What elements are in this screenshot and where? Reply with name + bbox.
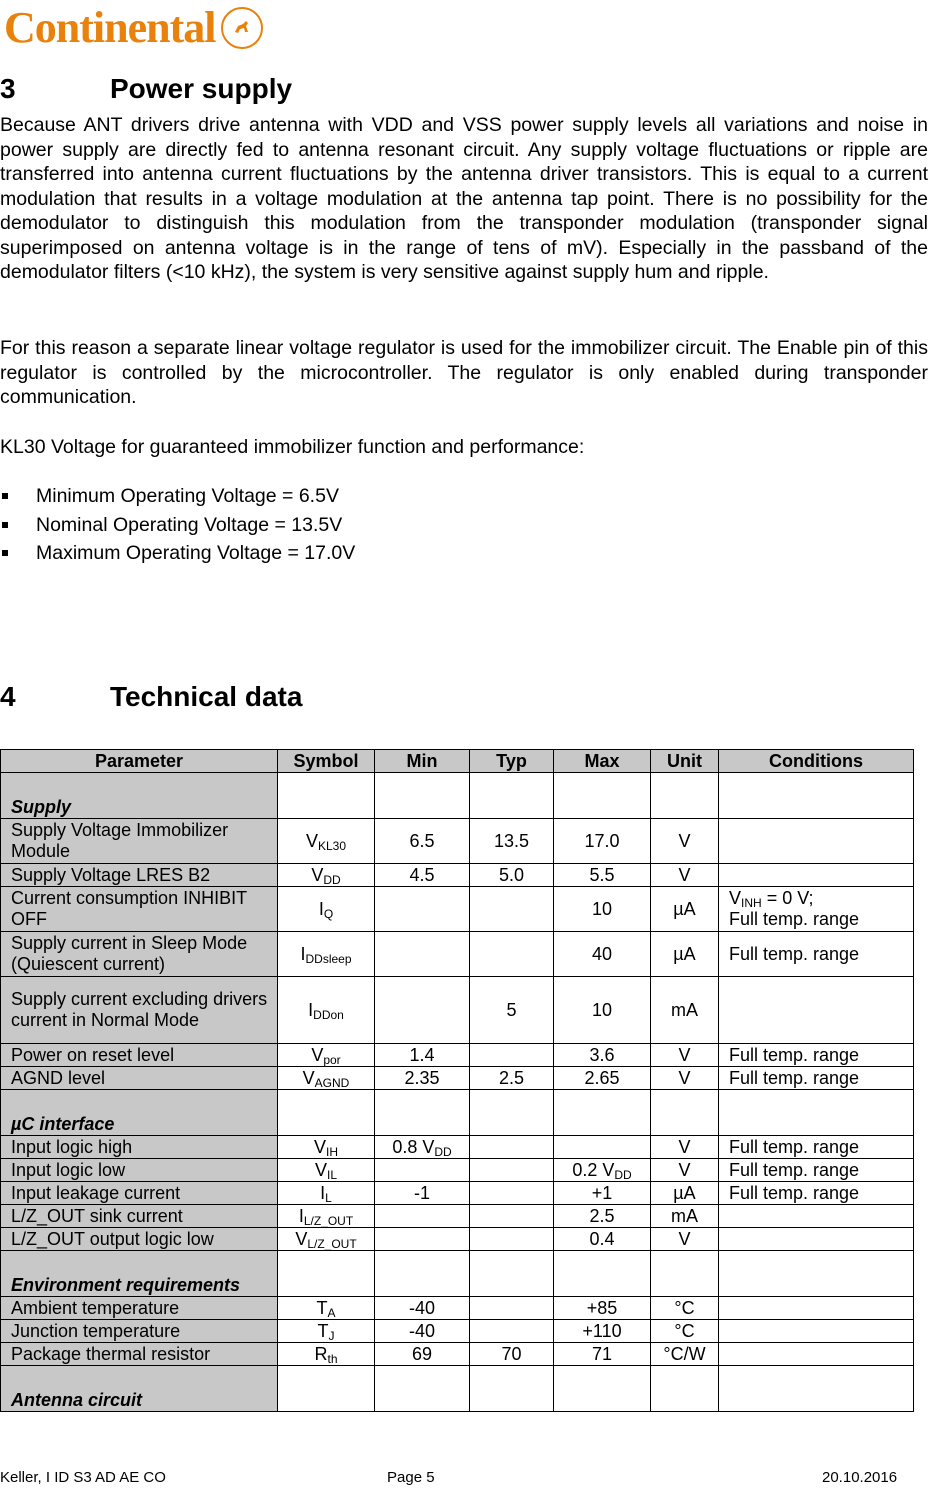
max-cell: +85 xyxy=(554,1297,651,1320)
min-cell: 4.5 xyxy=(375,864,470,887)
table-row xyxy=(1,864,914,887)
conditions-cell: Full temp. range xyxy=(719,932,914,977)
conditions-cell xyxy=(719,977,914,1044)
table-row xyxy=(1,977,914,1044)
parameter-cell: Supply current in Sleep Mode (Quiescent current) xyxy=(1,932,278,977)
bullet-square-icon xyxy=(2,493,8,499)
unit-cell: µA xyxy=(651,1182,719,1205)
unit-cell: °C/W xyxy=(651,1343,719,1366)
unit-cell: V xyxy=(651,1044,719,1067)
min-cell xyxy=(375,932,470,977)
conditions-cell xyxy=(719,1228,914,1251)
continental-logo xyxy=(4,2,263,54)
max-cell: 10 xyxy=(554,887,651,932)
symbol-cell: $V_{por}$ xyxy=(278,1044,375,1067)
list-item: Minimum Operating Voltage = 6.5V xyxy=(0,484,355,513)
symbol-cell: $V_{L/Z\_OUT}$ xyxy=(278,1228,375,1251)
column-header: Conditions xyxy=(719,750,914,773)
parameter-cell: Antenna circuit xyxy=(1,1366,278,1412)
parameter-cell: Power on reset level xyxy=(1,1044,278,1067)
typ-cell xyxy=(470,1136,554,1159)
typ-cell xyxy=(470,887,554,932)
table-row xyxy=(1,1182,914,1205)
unit-cell: °C xyxy=(651,1320,719,1343)
typ-cell: 2.5 xyxy=(470,1067,554,1090)
empty-cell xyxy=(375,1251,470,1297)
parameter-cell: L/Z_OUT output logic low xyxy=(1,1228,278,1251)
empty-cell xyxy=(719,1251,914,1297)
max-cell xyxy=(554,1136,651,1159)
empty-cell xyxy=(278,773,375,819)
empty-cell xyxy=(278,1366,375,1412)
power-supply-paragraph-1: Because ANT drivers drive antenna with VDD and VSS power supply levels all variations and noise in power supply are directly fed to antenna resonant circuit. Any supply voltage fluctuations or ripple are transferred into antenna current fluctuations by the antenna driver transistors. This is equal to a current modulation that results in a voltage modulation at the antenna tap point. There is no possibility for the demodulator to distinguish this modulation from the transponder modulation (transponder signal superimposed on antenna voltage is in the range of tens of mV). Especially in the passband of the demodulator filters (<10 kHz), the system is very sensitive against supply hum and ripple. xyxy=(0,114,928,283)
max-cell: +110 xyxy=(554,1320,651,1343)
unit-cell: µA xyxy=(651,932,719,977)
table-row xyxy=(1,887,914,932)
empty-cell xyxy=(719,1366,914,1412)
footer-page-number: Page 5 xyxy=(387,1469,435,1486)
parameter-cell: Ambient temperature xyxy=(1,1297,278,1320)
typ-cell xyxy=(470,932,554,977)
table-row xyxy=(1,1320,914,1343)
min-cell xyxy=(375,1159,470,1182)
table-row xyxy=(1,1044,914,1067)
empty-cell xyxy=(719,773,914,819)
conditions-cell: Full temp. range xyxy=(719,1159,914,1182)
unit-cell: V xyxy=(651,1067,719,1090)
min-cell xyxy=(375,977,470,1044)
parameter-cell: Input logic low xyxy=(1,1159,278,1182)
typ-cell: 5 xyxy=(470,977,554,1044)
unit-cell: µA xyxy=(651,887,719,932)
min-cell: 1.4 xyxy=(375,1044,470,1067)
column-header: Typ xyxy=(470,750,554,773)
min-cell: -40 xyxy=(375,1320,470,1343)
kl30-intro-paragraph: KL30 Voltage for guaranteed immobilizer function and performance: xyxy=(0,436,585,458)
empty-cell xyxy=(651,1251,719,1297)
parameter-cell: Junction temperature xyxy=(1,1320,278,1343)
column-header: Parameter xyxy=(1,750,278,773)
conditions-cell: $V_{INH} = 0$ V; Full temp. range xyxy=(719,887,914,932)
section-title: Technical data xyxy=(110,681,303,712)
power-supply-paragraph-2: For this reason a separate linear voltage regulator is used for the immobilizer circuit. The Enable pin of this regulator is controlled by the microcontroller. The regulator is only enabled during transponder communication. xyxy=(0,337,928,408)
symbol-cell: $I_{L/Z\_OUT}$ xyxy=(278,1205,375,1228)
parameter-cell: Current consumption INHIBIT OFF xyxy=(1,887,278,932)
unit-cell: V xyxy=(651,819,719,864)
max-cell: 17.0 xyxy=(554,819,651,864)
min-cell: 2.35 xyxy=(375,1067,470,1090)
empty-cell xyxy=(375,1366,470,1412)
conditions-cell xyxy=(719,819,914,864)
max-cell: 0.2 $V_{DD}$ xyxy=(554,1159,651,1182)
empty-cell xyxy=(278,1090,375,1136)
min-cell: 6.5 xyxy=(375,819,470,864)
footer-date: 20.10.2016 xyxy=(822,1469,898,1486)
unit-cell: V xyxy=(651,864,719,887)
parameter-cell: Input logic high xyxy=(1,1136,278,1159)
table-row xyxy=(1,1136,914,1159)
bullet-square-icon xyxy=(2,522,8,528)
conditions-cell: Full temp. range xyxy=(719,1136,914,1159)
symbol-cell: $V_{IH}$ xyxy=(278,1136,375,1159)
column-header: Symbol xyxy=(278,750,375,773)
table-row xyxy=(1,1297,914,1320)
parameter-cell: Supply xyxy=(1,773,278,819)
max-cell: 2.65 xyxy=(554,1067,651,1090)
min-cell xyxy=(375,1205,470,1228)
max-cell: 71 xyxy=(554,1343,651,1366)
section-4-heading xyxy=(0,681,302,713)
empty-cell xyxy=(719,1090,914,1136)
max-cell: 5.5 xyxy=(554,864,651,887)
parameter-cell: Package thermal resistor xyxy=(1,1343,278,1366)
voltage-bullet-list xyxy=(0,484,355,570)
parameter-cell: Environment requirements xyxy=(1,1251,278,1297)
symbol-cell: $I_{DDsleep}$ xyxy=(278,932,375,977)
empty-cell xyxy=(554,1090,651,1136)
horse-emblem-icon xyxy=(221,7,263,49)
typ-cell xyxy=(470,1159,554,1182)
table-row xyxy=(1,1228,914,1251)
unit-cell: mA xyxy=(651,1205,719,1228)
table-header-row xyxy=(1,750,914,773)
min-cell: 0.8 $V_{DD}$ xyxy=(375,1136,470,1159)
max-cell: +1 xyxy=(554,1182,651,1205)
typ-cell xyxy=(470,1182,554,1205)
conditions-cell xyxy=(719,1297,914,1320)
empty-cell xyxy=(375,773,470,819)
symbol-cell: $V_{KL30}$ xyxy=(278,819,375,864)
unit-cell: V xyxy=(651,1159,719,1182)
empty-cell xyxy=(375,1090,470,1136)
unit-cell: °C xyxy=(651,1297,719,1320)
typ-cell: 70 xyxy=(470,1343,554,1366)
footer-author: Keller, I ID S3 AD AE CO xyxy=(0,1469,166,1486)
table-row xyxy=(1,1205,914,1228)
column-header: Unit xyxy=(651,750,719,773)
section-number: 4 xyxy=(0,681,16,712)
unit-cell: V xyxy=(651,1228,719,1251)
table-section-row xyxy=(1,1251,914,1297)
typ-cell xyxy=(470,1228,554,1251)
symbol-cell: $V_{DD}$ xyxy=(278,864,375,887)
table-section-row xyxy=(1,1090,914,1136)
section-3-heading xyxy=(0,73,292,105)
max-cell: 2.5 xyxy=(554,1205,651,1228)
logo-wordmark: Continental xyxy=(4,3,216,52)
technical-data-table xyxy=(0,749,914,1412)
table-row xyxy=(1,1343,914,1366)
min-cell: -40 xyxy=(375,1297,470,1320)
parameter-cell: µC interface xyxy=(1,1090,278,1136)
conditions-cell xyxy=(719,1320,914,1343)
conditions-cell xyxy=(719,1343,914,1366)
symbol-cell: $V_{AGND}$ xyxy=(278,1067,375,1090)
typ-cell xyxy=(470,1044,554,1067)
empty-cell xyxy=(651,1366,719,1412)
min-cell xyxy=(375,1228,470,1251)
max-cell: 10 xyxy=(554,977,651,1044)
empty-cell xyxy=(554,773,651,819)
symbol-cell: $I_{DDon}$ xyxy=(278,977,375,1044)
max-cell: 0.4 xyxy=(554,1228,651,1251)
min-cell: -1 xyxy=(375,1182,470,1205)
bullet-square-icon xyxy=(2,550,8,556)
list-item: Nominal Operating Voltage = 13.5V xyxy=(0,513,355,542)
symbol-cell: $I_Q$ xyxy=(278,887,375,932)
section-title: Power supply xyxy=(110,73,293,104)
typ-cell xyxy=(470,1320,554,1343)
empty-cell xyxy=(470,1366,554,1412)
parameter-cell: Input leakage current xyxy=(1,1182,278,1205)
table-row xyxy=(1,819,914,864)
table-section-row xyxy=(1,773,914,819)
conditions-cell: Full temp. range xyxy=(719,1182,914,1205)
column-header: Min xyxy=(375,750,470,773)
parameter-cell: Supply current excluding drivers current in Normal Mode xyxy=(1,977,278,1044)
conditions-cell xyxy=(719,864,914,887)
parameter-cell: AGND level xyxy=(1,1067,278,1090)
parameter-cell: Supply Voltage Immobilizer Module xyxy=(1,819,278,864)
conditions-cell xyxy=(719,1205,914,1228)
symbol-cell: $R_{th}$ xyxy=(278,1343,375,1366)
symbol-cell: $T_J$ xyxy=(278,1320,375,1343)
unit-cell: V xyxy=(651,1136,719,1159)
parameter-cell: L/Z_OUT sink current xyxy=(1,1205,278,1228)
min-cell xyxy=(375,887,470,932)
unit-cell: mA xyxy=(651,977,719,1044)
section-number: 3 xyxy=(0,73,16,104)
typ-cell: 13.5 xyxy=(470,819,554,864)
empty-cell xyxy=(470,1251,554,1297)
column-header: Max xyxy=(554,750,651,773)
table-row xyxy=(1,1067,914,1090)
symbol-cell: $T_A$ xyxy=(278,1297,375,1320)
table-body xyxy=(1,773,914,1412)
list-item: Maximum Operating Voltage = 17.0V xyxy=(0,541,355,570)
empty-cell xyxy=(470,773,554,819)
empty-cell xyxy=(651,773,719,819)
table-section-row xyxy=(1,1366,914,1412)
empty-cell xyxy=(554,1251,651,1297)
conditions-cell: Full temp. range xyxy=(719,1067,914,1090)
symbol-cell: $V_{IL}$ xyxy=(278,1159,375,1182)
max-cell: 40 xyxy=(554,932,651,977)
empty-cell xyxy=(470,1090,554,1136)
parameter-cell: Supply Voltage LRES B2 xyxy=(1,864,278,887)
typ-cell xyxy=(470,1205,554,1228)
empty-cell xyxy=(651,1090,719,1136)
max-cell: 3.6 xyxy=(554,1044,651,1067)
table-row xyxy=(1,1159,914,1182)
min-cell: 69 xyxy=(375,1343,470,1366)
typ-cell xyxy=(470,1297,554,1320)
symbol-cell: $I_L$ xyxy=(278,1182,375,1205)
empty-cell xyxy=(554,1366,651,1412)
empty-cell xyxy=(278,1251,375,1297)
table-row xyxy=(1,932,914,977)
conditions-cell: Full temp. range xyxy=(719,1044,914,1067)
typ-cell: 5.0 xyxy=(470,864,554,887)
